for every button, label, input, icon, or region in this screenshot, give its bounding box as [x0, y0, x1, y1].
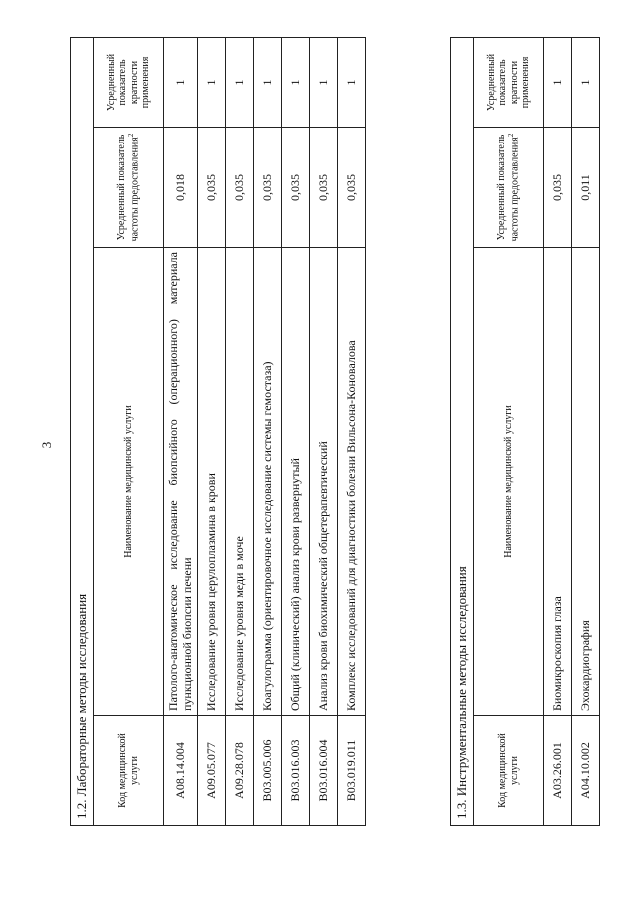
code-cell: A09.28.078 — [225, 716, 253, 826]
code-cell: B03.016.004 — [309, 716, 337, 826]
service-name-cell: Патолого-анатомическое исследование биопсийного (операционного) материала пункционной биопсии печени — [164, 248, 198, 716]
header-name: Наименование медицинской услуги — [474, 248, 544, 716]
header-multiplicity: Усредненный показатель кратности применения — [474, 37, 544, 127]
multiplicity-cell: 1 — [544, 37, 572, 127]
multiplicity-cell: 1 — [281, 37, 309, 127]
header-name: Наименование медицинской услуги — [94, 248, 164, 716]
header-code: Код медицинской услуги — [94, 716, 164, 826]
table-row — [572, 37, 600, 825]
frequency-cell: 0,035 — [544, 128, 572, 248]
service-name-cell: Коагулограмма (ориентировочное исследование системы гемостаза) — [253, 248, 281, 716]
service-name-cell: Анализ крови биохимический общетерапевтический — [309, 248, 337, 716]
code-cell: B03.005.006 — [253, 716, 281, 826]
multiplicity-cell: 1 — [253, 37, 281, 127]
table-row — [253, 37, 281, 825]
service-name-cell: Биомикроскопия глаза — [544, 248, 572, 716]
page-number: 3 — [39, 441, 54, 449]
frequency-cell: 0,035 — [337, 128, 365, 248]
service-name-cell: Общий (клинический) анализ крови развернутый — [281, 248, 309, 716]
lab-section-title: 1.2. Лабораторные методы исследования — [71, 37, 94, 825]
lab-methods-table — [70, 37, 366, 826]
frequency-cell: 0,035 — [253, 128, 281, 248]
table-row — [309, 37, 337, 825]
code-cell: A04.10.002 — [572, 716, 600, 826]
multiplicity-cell: 1 — [572, 37, 600, 127]
multiplicity-cell: 1 — [164, 37, 198, 127]
code-cell: B03.019.011 — [337, 716, 365, 826]
service-name-cell: Эхокардиография — [572, 248, 600, 716]
instr-section-title: 1.3. Инструментальные методы исследования — [451, 37, 474, 825]
header-frequency: Усредненный показатель частоты предоставления$^2$ — [94, 128, 164, 248]
frequency-cell: 0,035 — [197, 128, 225, 248]
code-cell: A09.05.077 — [197, 716, 225, 826]
frequency-cell: 0,035 — [281, 128, 309, 248]
frequency-cell: 0,011 — [572, 128, 600, 248]
table-row — [225, 37, 253, 825]
table-row — [544, 37, 572, 825]
table-row — [197, 37, 225, 825]
multiplicity-cell: 1 — [197, 37, 225, 127]
frequency-cell: 0,035 — [225, 128, 253, 248]
code-cell: A08.14.004 — [164, 716, 198, 826]
table-row — [281, 37, 309, 825]
code-cell: B03.016.003 — [281, 716, 309, 826]
frequency-cell: 0,018 — [164, 128, 198, 248]
table-row — [337, 37, 365, 825]
table-row — [164, 37, 198, 825]
header-frequency: Усредненный показатель частоты предоставления$^2$ — [474, 128, 544, 248]
code-cell: A03.26.001 — [544, 716, 572, 826]
service-name-cell: Исследование уровня меди в моче — [225, 248, 253, 716]
multiplicity-cell: 1 — [337, 37, 365, 127]
service-name-cell: Комплекс исследований для диагностики болезни Вильсона-Коновалова — [337, 248, 365, 716]
rotated-page-content — [40, 53, 600, 860]
instrumental-methods-table — [450, 37, 600, 826]
header-code: Код медицинской услуги — [474, 716, 544, 826]
multiplicity-cell: 1 — [309, 37, 337, 127]
multiplicity-cell: 1 — [225, 37, 253, 127]
header-multiplicity: Усредненный показатель кратности применения — [94, 37, 164, 127]
service-name-cell: Исследование уровня церулоплазмина в крови — [197, 248, 225, 716]
frequency-cell: 0,035 — [309, 128, 337, 248]
